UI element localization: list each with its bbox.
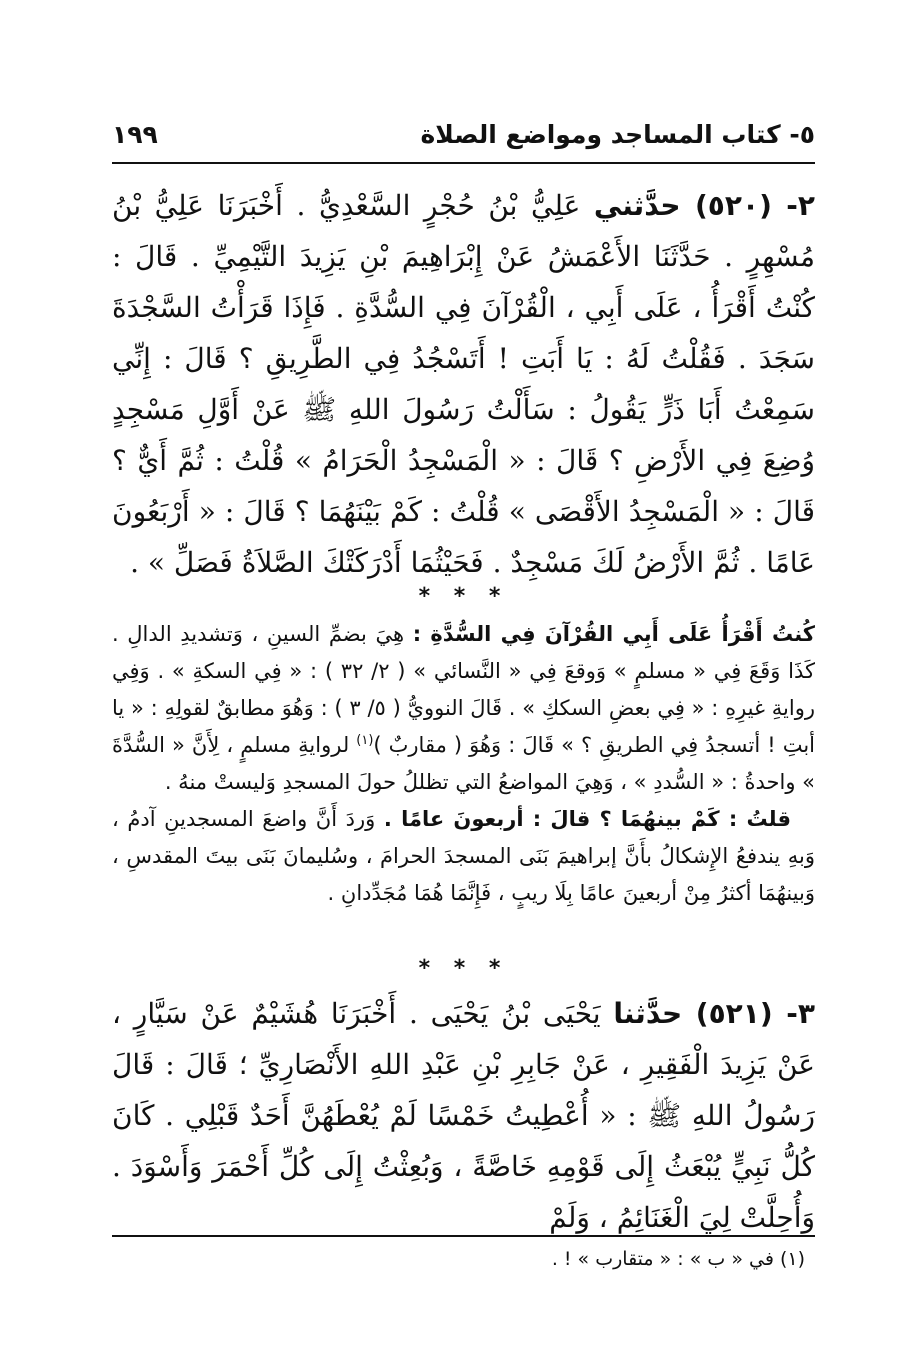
commentary-paragraph [112, 616, 815, 801]
page-number: ١٩٩ [112, 120, 158, 149]
hadith-521-number: ٣- (٥٢١) حدَّثنا [613, 997, 815, 1030]
chapter-title: ٥- كتاب المساجد ومواضع الصلاة [420, 120, 815, 149]
footnote-divider [112, 1235, 815, 1237]
running-header [112, 118, 815, 164]
footnote: (١) في « ب » : « متقارب » ! . [551, 1248, 805, 1270]
commentary-term: قلتُ : كَمْ بينهُمَا ؟ قالَ : أربعونَ عامًا . [383, 807, 791, 831]
section-separator: * * * [418, 584, 509, 609]
hadith-521-text: يَحْيَى بْنُ يَحْيَى . أَخْبَرَنَا هُشَيْمٌ عَنْ سَيَّارٍ ، عَنْ يَزِيدَ الْفَقِيرِ ، عَنْ جَابِرِ بْنِ عَبْدِ اللهِ الأَنْصَارِيِّ ؛ قَالَ : قَالَ رَسُولُ اللهِ ﷺ : « أُعْطِيتُ خَمْسًا لَمْ يُعْطَهُنَّ أَحَدٌ قَبْلِي . كَانَ كُلُّ نَبِيٍّ يُبْعَثُ إِلَى قَوْمِهِ خَاصَّةً ، وَبُعِثْتُ إِلَى كُلِّ أَحْمَرَ وَأَسْوَدَ . وَأُحِلَّتْ لِيَ الْغَنَائِمُ ، وَلَمْ [112, 997, 815, 1234]
commentary [112, 616, 815, 912]
section-separator: * * * [418, 956, 509, 981]
hadith-520 [112, 180, 815, 588]
footnote-reference: (١) [356, 733, 374, 748]
commentary-text: وَردَ أَنَّ واضعَ المسجدينِ آدمُ ، وَبهِ يندفعُ الإِشكالُ بأَنَّ إبراهيمَ بَنَى المسجدَ الحرامَ ، وسُليمانَ بَنَى بيتَ المقدسِ ، وَبينهُمَا أكثرُ مِنْ أربعينَ عامًا بِلَا ريبٍ ، فَإِنَّمَا هُمَا مُجَدِّدانِ . [112, 807, 815, 905]
hadith-521 [112, 988, 815, 1243]
hadith-520-number: ٢- (٥٢٠) حدَّثني [593, 189, 815, 222]
commentary-paragraph [112, 801, 815, 912]
commentary-text-continued: لروايةِ مسلمٍ ، لِأَنَّ « السُّدَّةَ » واحدةُ : « السُّددِ » ، وَهِيَ المواضعُ التي تظللُ حولَ المسجدِ وَليستْ منهُ . [112, 733, 815, 794]
hadith-520-text: عَلِيُّ بْنُ حُجْرٍ السَّعْدِيُّ . أَخْبَرَنَا عَلِيُّ بْنُ مُسْهِرٍ . حَدَّثَنَا الأَعْمَشُ عَنْ إِبْرَاهِيمَ بْنِ يَزِيدَ التَّيْمِيِّ . قَالَ : كُنْتُ أَقْرَأُ ، عَلَى أَبِي ، الْقُرْآنَ فِي السُّدَّةِ . فَإِذَا قَرَأْتُ السَّجْدَةَ سَجَدَ . فَقُلْتُ لَهُ : يَا أَبَتِ ! أَتَسْجُدُ فِي الطَّرِيقِ ؟ قَالَ : إِنِّي سَمِعْتُ أَبَا ذَرٍّ يَقُولُ : سَأَلْتُ رَسُولَ اللهِ ﷺ عَنْ أَوَّلِ مَسْجِدٍ وُضِعَ فِي الأَرْضِ ؟ قَالَ : « الْمَسْجِدُ الْحَرَامُ » قُلْتُ : ثُمَّ أَيٌّ ؟ قَالَ : « الْمَسْجِدُ الأَقْصَى » قُلْتُ : كَمْ بَيْنَهُمَا ؟ قَالَ : « أَرْبَعُونَ عَامًا . ثُمَّ الأَرْضُ لَكَ مَسْجِدٌ . فَحَيْثُمَا أَدْرَكَتْكَ الصَّلاَةُ فَصَلِّ » . [112, 189, 815, 579]
commentary-text: هِيَ بضمِّ السينِ ، وَتشديدِ الدالِ . كَذَا وَقَعَ فِي « مسلمٍ » وَوقعَ فِي « النَّسائي » ( ٢/ ٣٢ ) : « فِي السكةِ » . وَفِي روايةِ غيرِهِ : « فِي بعضِ السككِ » . قَالَ النوويُّ ( ٥/ ٣ ) : وَهُوَ مطابقٌ لقولِهِ : « يا أبتِ ! أتسجدُ فِي الطريقِ ؟ » قَالَ : وَهُوَ ( مقاربٌ ) [112, 622, 815, 757]
commentary-term: كُنتُ أَقْرَأُ عَلَى أَبِي القُرْآنَ فِي السُّدَّةِ : [412, 622, 815, 646]
